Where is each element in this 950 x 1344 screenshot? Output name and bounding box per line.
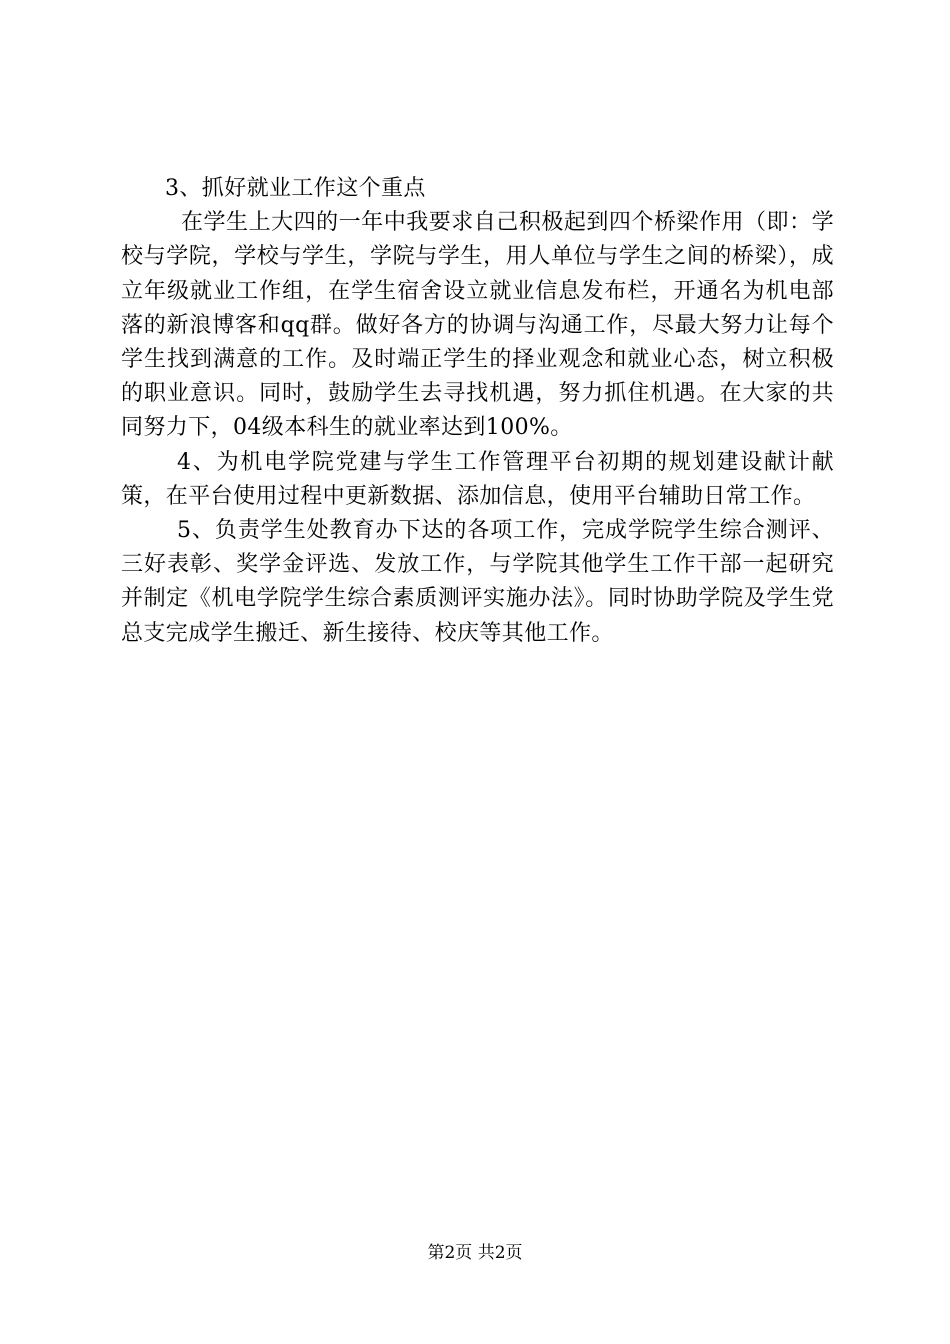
paragraph-duties: 5、负责学生处教育办下达的各项工作，完成学院学生综合测评、三好表彰、奖学金评选、发放工作，与学院其他学生工作干部一起研究并制定《机电学院学生综合素质测评实施办法》。同时协助学院及学生党总支完成学生搬迁、新生接待、校庆等其他工作。	[121, 518, 834, 646]
paragraph-employment: 在学生上大四的一年中我要求自己积极起到四个桥梁作用（即：学校与学院，学校与学生，学院与学生，用人单位与学生之间的桥梁），成立年级就业工作组，在学生宿舍设立就业信息发布栏，开通名为机电部落的新浪博客和qq群。做好各方的协调与沟通工作，尽最大努力让每个学生找到满意的工作。及时端正学生的择业观念和就业心态，树立积极的职业意识。同时，鼓励学生去寻找机遇，努力抓住机遇。在大家的共同努力下，04级本科生的就业率达到100%。	[121, 210, 834, 441]
paragraph-platform: 4、为机电学院党建与学生工作管理平台初期的规划建设献计献策，在平台使用过程中更新数据、添加信息，使用平台辅助日常工作。	[121, 449, 834, 509]
document-body	[121, 172, 834, 651]
section-heading-employment: 3、抓好就业工作这个重点	[165, 176, 426, 201]
page-footer: 第2页 共2页	[427, 1243, 523, 1263]
